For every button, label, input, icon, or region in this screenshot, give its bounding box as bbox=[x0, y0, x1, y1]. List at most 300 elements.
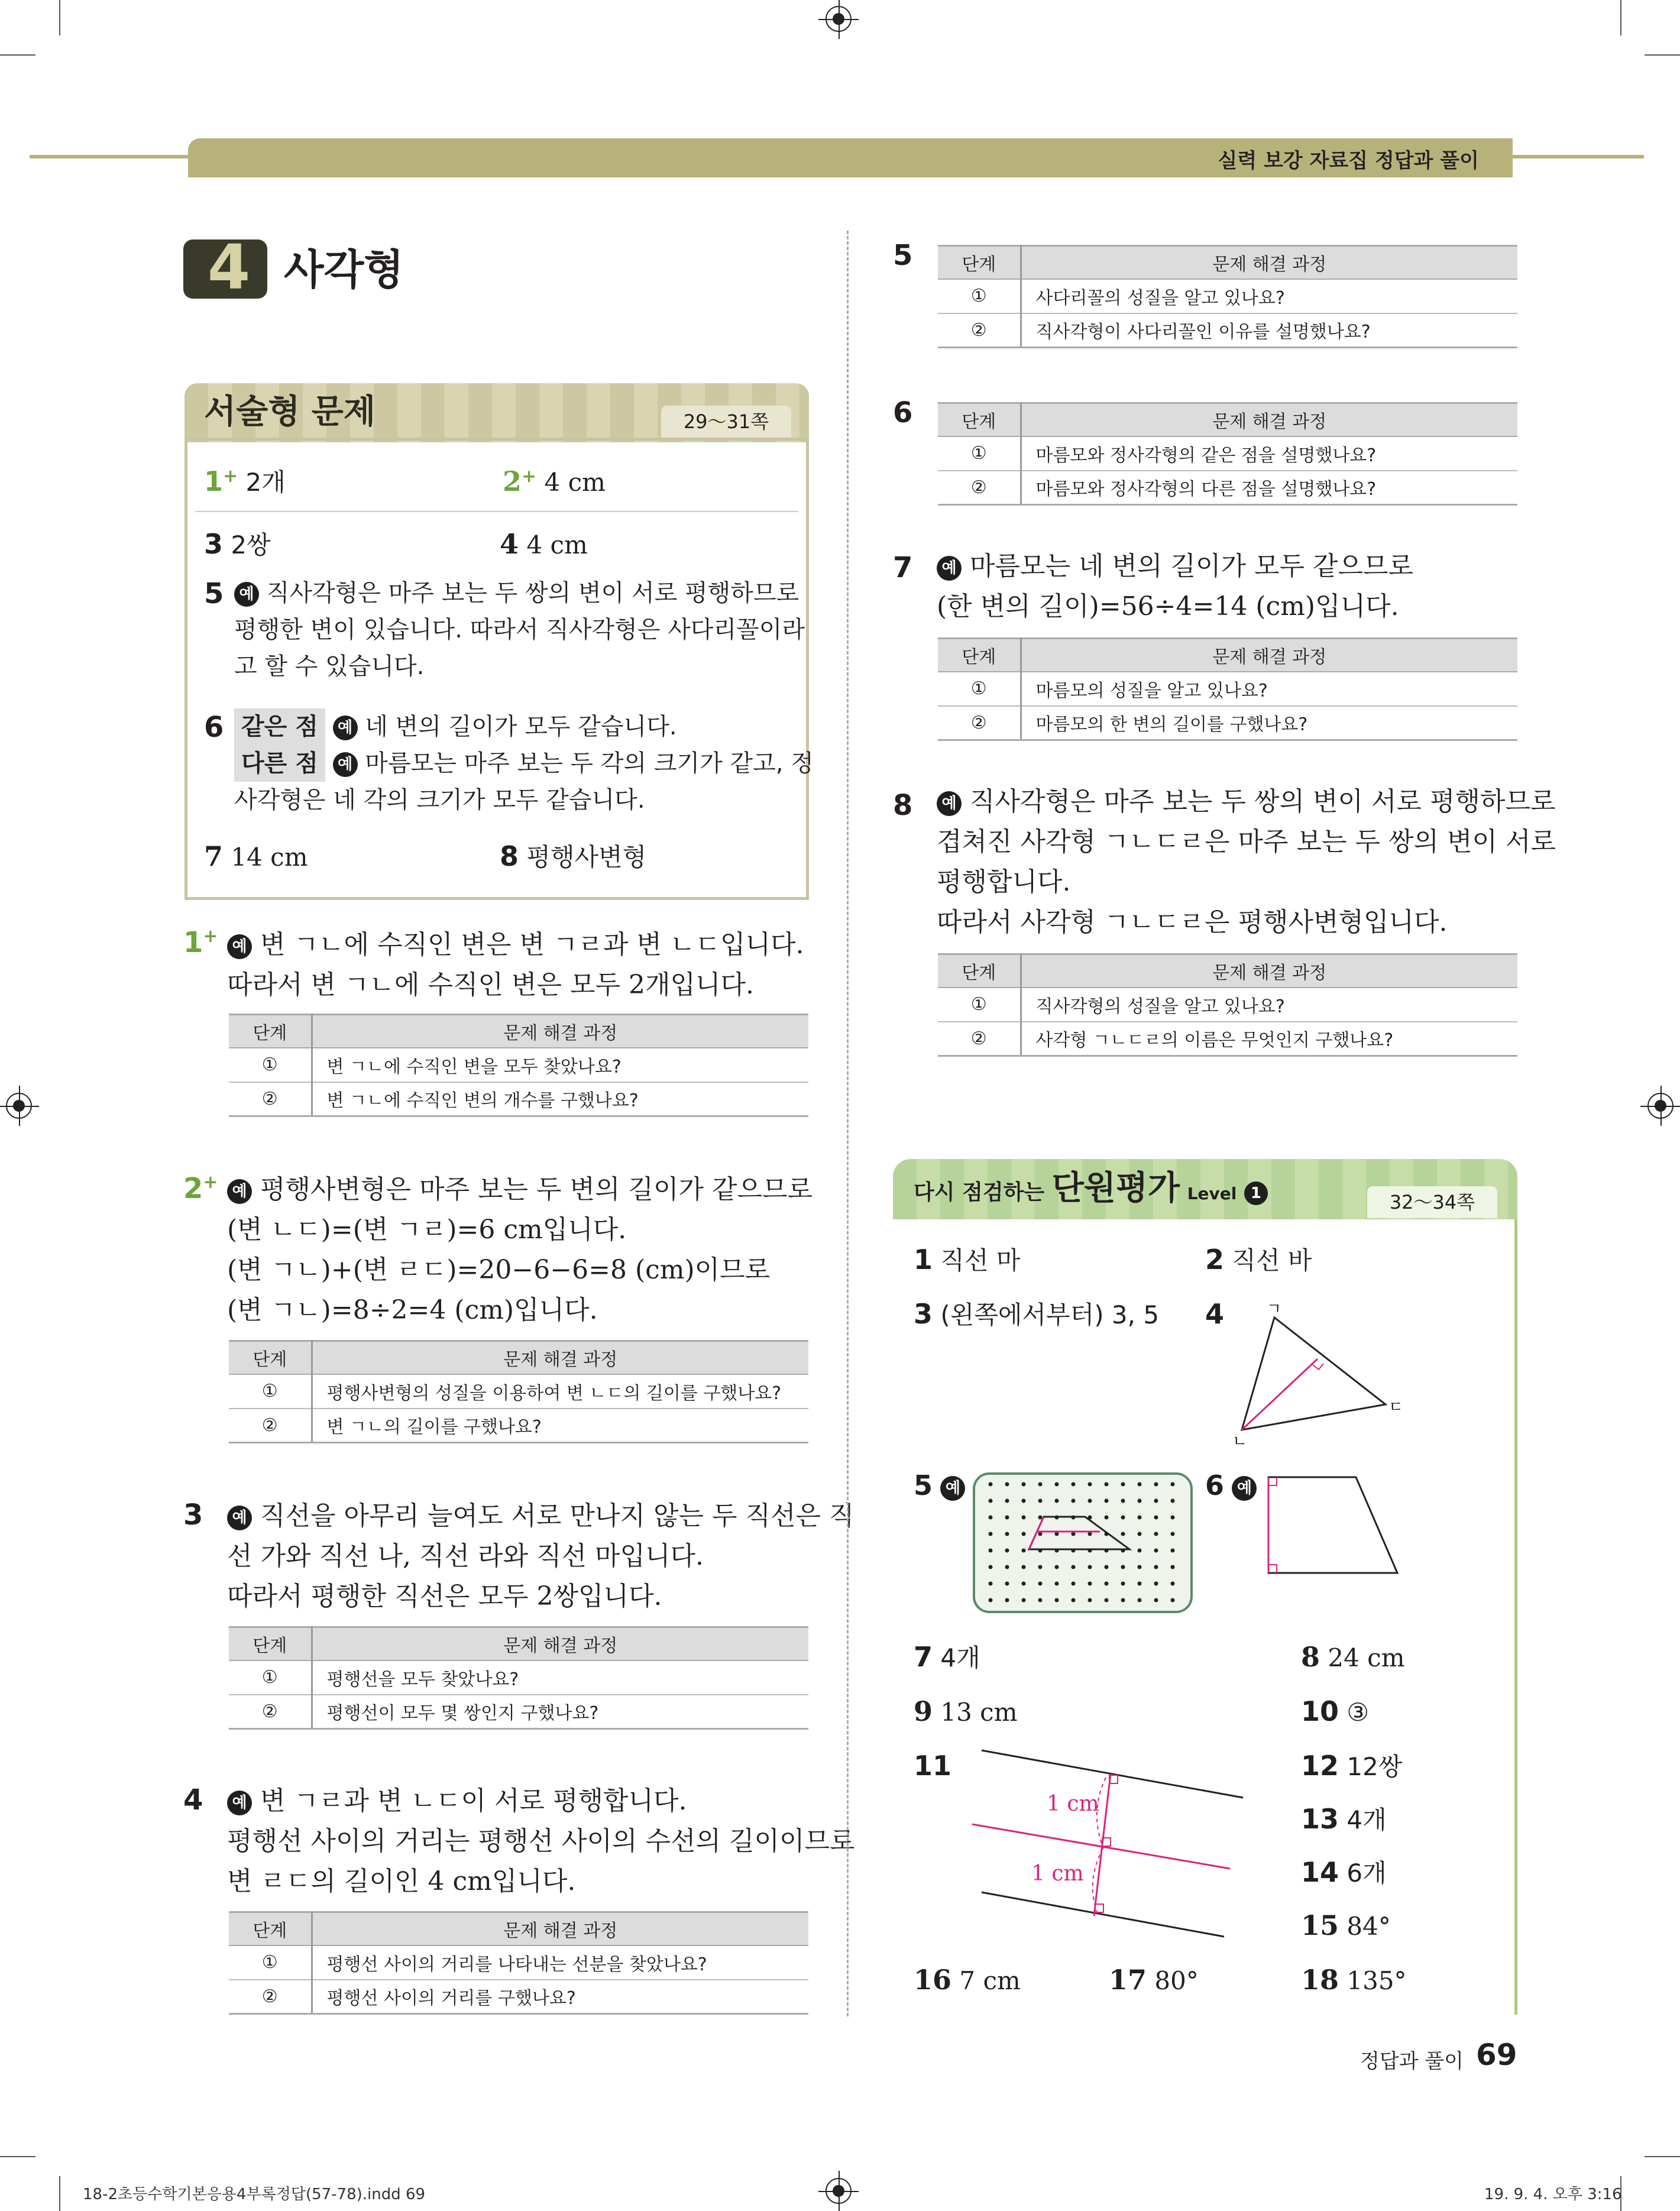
answer-text: 24 cm bbox=[1328, 1643, 1405, 1672]
essay-answer-3 bbox=[204, 525, 271, 564]
answer-text: 7 cm bbox=[959, 1966, 1021, 1995]
answer-number: 15 bbox=[1301, 1909, 1339, 1941]
grid-dot bbox=[1154, 1532, 1158, 1536]
grid-dot bbox=[1121, 1482, 1125, 1487]
answer-number: 16 bbox=[914, 1964, 952, 1996]
answer-number: 1 bbox=[914, 1244, 933, 1276]
grid-dot bbox=[1154, 1598, 1158, 1603]
grid-dot bbox=[989, 1582, 993, 1586]
page-number: 69 bbox=[1476, 2038, 1517, 2072]
rubric-text: 직사각형이 사다리꼴인 이유를 설명했나요? bbox=[1021, 313, 1517, 348]
rubric-step: ② bbox=[229, 1695, 312, 1729]
answer-line: 마름모는 마주 보는 두 각의 크기가 같고, 정 bbox=[365, 750, 814, 777]
answer-text: 14 cm bbox=[231, 843, 308, 872]
answer-number: 8 bbox=[500, 840, 519, 872]
problem-7-number: 7 bbox=[893, 551, 913, 584]
answer-number: 7 bbox=[204, 840, 224, 872]
grid-dot bbox=[1154, 1565, 1158, 1569]
grid-dot bbox=[1088, 1565, 1092, 1569]
example-icon: 예 bbox=[227, 1791, 252, 1815]
solution-line: 따라서 사각형 ㄱㄴㄷㄹ은 평행사변형입니다. bbox=[937, 907, 1448, 937]
rubric-text: 평행사변형의 성질을 이용하여 변 ㄴㄷ의 길이를 구했나요? bbox=[312, 1374, 808, 1409]
essay-answer-6 bbox=[234, 708, 814, 818]
unit-answer-11 bbox=[914, 1747, 951, 1786]
answer-text: 6개 bbox=[1346, 1859, 1387, 1888]
essay-title: 서술형 문제 bbox=[204, 393, 376, 431]
grid-dot bbox=[1088, 1582, 1092, 1586]
registration-mark-icon bbox=[6, 1093, 32, 1119]
essay-answer-8 bbox=[500, 837, 646, 876]
grid-dot bbox=[1105, 1516, 1109, 1520]
grid-dot bbox=[1072, 1499, 1076, 1503]
grid-dot bbox=[1154, 1499, 1158, 1503]
grid-dot bbox=[1121, 1499, 1125, 1503]
grid-dot bbox=[1121, 1532, 1125, 1536]
grid-dot bbox=[1038, 1499, 1043, 1503]
plus-mark: + bbox=[203, 1172, 218, 1193]
grid-dot bbox=[1138, 1532, 1142, 1536]
rubric-col-process: 문제 해결 과정 bbox=[1021, 954, 1517, 988]
rubric-text: 마름모와 정사각형의 다른 점을 설명했나요? bbox=[1021, 471, 1517, 505]
answer-number: 5 bbox=[914, 1469, 933, 1501]
problem-5-rubric bbox=[938, 245, 1517, 348]
problem-7-rubric bbox=[938, 637, 1517, 741]
grid-dot bbox=[1171, 1565, 1175, 1569]
level-label: Level bbox=[1187, 1184, 1237, 1203]
grid-dot bbox=[1138, 1499, 1142, 1503]
grid-dot bbox=[989, 1532, 993, 1536]
unit-answer-6 bbox=[1205, 1467, 1257, 1506]
registration-mark-icon bbox=[826, 6, 852, 32]
grid-dot bbox=[1121, 1582, 1125, 1586]
grid-dot bbox=[1022, 1482, 1026, 1487]
grid-dot bbox=[1072, 1582, 1076, 1586]
rubric-col-step: 단계 bbox=[229, 1627, 312, 1660]
problem-1-number bbox=[183, 926, 218, 959]
rubric-col-step: 단계 bbox=[229, 1341, 312, 1374]
example-icon: 예 bbox=[937, 791, 962, 816]
rubric-text: 사각형 ㄱㄴㄷㄹ의 이름은 무엇인지 구했나요? bbox=[1021, 1022, 1517, 1056]
answer-number: 3 bbox=[914, 1298, 933, 1330]
unit-answer-14 bbox=[1301, 1853, 1387, 1892]
dot-grid-trapezoid-figure bbox=[973, 1472, 1193, 1613]
rubric-text: 변 ㄱㄴ에 수직인 변의 개수를 구했나요? bbox=[312, 1082, 808, 1116]
answer-text: 직선 바 bbox=[1232, 1246, 1312, 1275]
grid-dot bbox=[1171, 1598, 1175, 1603]
unit-answer-12 bbox=[1301, 1747, 1402, 1786]
rubric-text: 평행선 사이의 거리를 나타내는 선분을 찾았나요? bbox=[312, 1945, 808, 1980]
answer-line: 고 할 수 있습니다. bbox=[234, 653, 425, 680]
rubric-step: ① bbox=[229, 1945, 312, 1980]
plus-mark: + bbox=[223, 466, 238, 487]
rubric-step: ① bbox=[229, 1660, 312, 1695]
vertex-label: ㄱ bbox=[1267, 1301, 1282, 1318]
unit-test-name: 단원평가 bbox=[1051, 1169, 1180, 1208]
registration-mark-icon bbox=[1647, 1093, 1673, 1119]
solution-line: (변 ㄱㄴ)=8÷2=4 (cm)입니다. bbox=[227, 1295, 598, 1325]
grid-dot bbox=[1005, 1582, 1009, 1586]
registration-mark-icon bbox=[826, 2178, 852, 2204]
answer-text: 평행사변형 bbox=[526, 843, 647, 872]
grid-dot bbox=[1005, 1565, 1009, 1569]
distance-label: 1 cm bbox=[1047, 1792, 1099, 1816]
unit-answer-9 bbox=[914, 1692, 1018, 1731]
rubric-col-step: 단계 bbox=[938, 954, 1021, 988]
grid-dot bbox=[1138, 1482, 1142, 1487]
grid-dot bbox=[1138, 1598, 1142, 1603]
rubric-text: 마름모의 성질을 알고 있나요? bbox=[1021, 672, 1517, 706]
grid-dot bbox=[1171, 1549, 1175, 1553]
grid-dot bbox=[1005, 1549, 1009, 1553]
unit-answer-15 bbox=[1301, 1906, 1391, 1945]
solution-line: (한 변의 길이)=56÷4=14 (cm)입니다. bbox=[937, 591, 1399, 621]
rubric-col-step: 단계 bbox=[938, 246, 1021, 279]
grid-dot bbox=[1105, 1598, 1109, 1603]
plus-mark: + bbox=[203, 926, 218, 947]
unit-answer-8 bbox=[1301, 1638, 1405, 1677]
rubric-step: ① bbox=[229, 1374, 312, 1409]
answer-text: 12쌍 bbox=[1346, 1752, 1403, 1781]
problem-4-rubric bbox=[229, 1911, 808, 2015]
grid-dot bbox=[1072, 1482, 1076, 1487]
answer-number: 18 bbox=[1301, 1964, 1339, 1996]
problem-3-rubric bbox=[229, 1626, 808, 1730]
unit-answer-4 bbox=[1205, 1295, 1224, 1334]
answer-number: 11 bbox=[914, 1750, 952, 1782]
essay-divider bbox=[195, 511, 798, 512]
example-icon: 예 bbox=[227, 1179, 252, 1204]
chapter-number: 4 bbox=[207, 231, 251, 303]
grid-dot bbox=[1121, 1565, 1125, 1569]
rubric-text: 변 ㄱㄴ에 수직인 변을 모두 찾았나요? bbox=[312, 1048, 808, 1082]
answer-text: 80° bbox=[1154, 1966, 1199, 1995]
grid-dot bbox=[1022, 1582, 1026, 1586]
example-icon: 예 bbox=[937, 556, 962, 581]
unit-answer-1 bbox=[914, 1241, 1020, 1280]
problem-8-solution bbox=[937, 782, 1556, 943]
rubric-text: 사다리꼴의 성질을 알고 있나요? bbox=[1021, 279, 1517, 313]
grid-dot bbox=[1105, 1499, 1109, 1503]
solution-line: 마름모는 네 변의 길이가 모두 같으므로 bbox=[970, 551, 1413, 581]
problem-5-number: 5 bbox=[893, 239, 913, 272]
problem-3-number: 3 bbox=[183, 1498, 203, 1532]
rubric-text: 변 ㄱㄴ의 길이를 구했나요? bbox=[312, 1409, 808, 1443]
rubric-step: ② bbox=[229, 1082, 312, 1116]
grid-dot bbox=[1055, 1598, 1059, 1603]
example-icon: 예 bbox=[1232, 1476, 1257, 1501]
essay-answer-2 bbox=[503, 458, 606, 501]
answer-text: 직선 마 bbox=[940, 1246, 1021, 1275]
grid-dot bbox=[1022, 1532, 1026, 1536]
grid-dot bbox=[1055, 1499, 1059, 1503]
unit-answer-18 bbox=[1301, 1961, 1407, 2000]
problem-6-rubric bbox=[938, 402, 1517, 506]
problem-1-rubric bbox=[229, 1014, 808, 1117]
solution-line: 직선을 아무리 늘여도 서로 만나지 않는 두 직선은 직 bbox=[260, 1501, 854, 1531]
grid-dot bbox=[1055, 1582, 1059, 1586]
grid-dot bbox=[1154, 1516, 1158, 1520]
rubric-text: 평행선 사이의 거리를 구했나요? bbox=[312, 1980, 808, 2014]
answer-text: 2쌍 bbox=[231, 530, 271, 559]
rubric-step: ① bbox=[938, 672, 1021, 706]
solution-line: 선 가와 직선 나, 직선 라와 직선 마입니다. bbox=[227, 1541, 704, 1571]
grid-dot bbox=[1088, 1482, 1092, 1487]
unit-answer-5 bbox=[914, 1467, 965, 1506]
grid-dot bbox=[1138, 1549, 1142, 1553]
unit-answer-17 bbox=[1109, 1961, 1199, 2000]
crop-mark bbox=[59, 2176, 60, 2211]
grid-dot bbox=[1171, 1582, 1175, 1586]
problem-3-solution bbox=[227, 1496, 854, 1617]
footer-file: 18-2초등수학기본응용4부록정답(57-78).indd 69 bbox=[83, 2186, 426, 2203]
grid-dot bbox=[1105, 1565, 1109, 1569]
answer-line: 평행한 변이 있습니다. 따라서 직사각형은 사다리꼴이라 bbox=[234, 616, 805, 643]
rubric-col-step: 단계 bbox=[938, 639, 1021, 672]
grid-dot bbox=[1171, 1532, 1175, 1536]
rubric-step: ② bbox=[938, 706, 1021, 740]
answer-number: 12 bbox=[1301, 1750, 1339, 1782]
grid-dot bbox=[1005, 1532, 1009, 1536]
grid-dot bbox=[1022, 1598, 1026, 1603]
chapter-title: 사각형 bbox=[284, 245, 404, 294]
unit-test-title bbox=[914, 1170, 1268, 1213]
answer-text: (왼쪽에서부터) 3, 5 bbox=[940, 1300, 1160, 1329]
example-icon: 예 bbox=[227, 1506, 252, 1530]
answer-number: 7 bbox=[914, 1641, 933, 1673]
problem-6-number: 6 bbox=[893, 396, 913, 429]
solution-line: 평행선 사이의 거리는 평행선 사이의 수선의 길이이므로 bbox=[227, 1826, 855, 1856]
grid-dot bbox=[1121, 1516, 1125, 1520]
grid-dot bbox=[1138, 1582, 1142, 1586]
problem-7-solution bbox=[937, 546, 1413, 627]
column-divider bbox=[847, 231, 849, 2016]
grid-dot bbox=[989, 1516, 993, 1520]
unit-test-prefix: 다시 점검하는 bbox=[914, 1180, 1045, 1205]
essay-answer-4 bbox=[500, 525, 588, 564]
header-title: 실력 보강 자료집 정답과 풀이 bbox=[1218, 149, 1479, 173]
essay-answer-7 bbox=[204, 837, 308, 876]
grid-dot bbox=[1072, 1565, 1076, 1569]
grid-dot bbox=[1055, 1532, 1059, 1536]
rubric-text: 평행선을 모두 찾았나요? bbox=[312, 1660, 808, 1695]
grid-dot bbox=[1138, 1565, 1142, 1569]
essay-answer-5-number: 5 bbox=[204, 577, 224, 610]
rubric-col-step: 단계 bbox=[229, 1015, 312, 1048]
unit-answer-3 bbox=[914, 1295, 1159, 1334]
rubric-step: ① bbox=[938, 988, 1021, 1022]
grid-dot bbox=[989, 1598, 993, 1603]
example-icon: 예 bbox=[227, 934, 252, 959]
solution-line: 변 ㄱㄹ과 변 ㄴㄷ이 서로 평행합니다. bbox=[260, 1786, 687, 1816]
answer-text: ③ bbox=[1346, 1698, 1370, 1727]
level-number: 1 bbox=[1244, 1181, 1268, 1205]
answer-number: 17 bbox=[1109, 1964, 1147, 1996]
example-icon: 예 bbox=[333, 752, 358, 777]
answer-number: 4 bbox=[500, 528, 519, 560]
rubric-col-process: 문제 해결 과정 bbox=[1021, 639, 1517, 672]
answer-number: 14 bbox=[1301, 1856, 1339, 1888]
essay-pages: 29～31쪽 bbox=[661, 406, 791, 438]
grid-dot bbox=[1055, 1565, 1059, 1569]
rubric-col-process: 문제 해결 과정 bbox=[312, 1015, 808, 1048]
grid-dot bbox=[1038, 1565, 1043, 1569]
rubric-col-process: 문제 해결 과정 bbox=[312, 1627, 808, 1660]
crop-mark bbox=[1645, 54, 1680, 56]
problem-2-solution bbox=[227, 1170, 813, 1331]
solution-line: 따라서 변 ㄱㄴ에 수직인 변은 모두 2개입니다. bbox=[227, 970, 754, 1000]
problem-8-rubric bbox=[938, 953, 1517, 1057]
rubric-text: 마름모의 한 변의 길이를 구했나요? bbox=[1021, 706, 1517, 740]
vertex-label: ㄴ bbox=[1232, 1433, 1248, 1449]
vertex-label: ㄷ bbox=[1388, 1399, 1404, 1416]
solution-line: 변 ㄱㄴ에 수직인 변은 변 ㄱㄹ과 변 ㄴㄷ입니다. bbox=[260, 930, 804, 960]
solution-line: 변 ㄹㄷ의 길이인 4 cm입니다. bbox=[227, 1866, 576, 1896]
answer-text: 4개 bbox=[940, 1643, 980, 1672]
grid-dot bbox=[1171, 1499, 1175, 1503]
unit-test-pages: 32～34쪽 bbox=[1367, 1186, 1497, 1218]
unit-answer-10 bbox=[1301, 1692, 1369, 1731]
answer-number: 9 bbox=[914, 1695, 933, 1727]
solution-line: 겹쳐진 사각형 ㄱㄴㄷㄹ은 마주 보는 두 쌍의 변이 서로 bbox=[937, 827, 1556, 857]
grid-dot bbox=[1154, 1482, 1158, 1487]
grid-dot bbox=[1038, 1516, 1043, 1520]
rubric-col-process: 문제 해결 과정 bbox=[1021, 246, 1517, 279]
rubric-col-process: 문제 해결 과정 bbox=[312, 1912, 808, 1945]
solution-line: (변 ㄴㄷ)=(변 ㄱㄹ)=6 cm입니다. bbox=[227, 1215, 627, 1245]
problem-number: 1 bbox=[183, 926, 203, 959]
diff-point-tag: 다른 점 bbox=[234, 745, 325, 782]
answer-text: 2개 bbox=[245, 468, 286, 497]
grid-dot bbox=[1038, 1532, 1043, 1536]
answer-number: 13 bbox=[1301, 1803, 1339, 1835]
grid-dot bbox=[1005, 1499, 1009, 1503]
grid-dot bbox=[1088, 1598, 1092, 1603]
answer-number: 4 bbox=[1205, 1298, 1225, 1330]
triangle-perpendicular-figure bbox=[1230, 1301, 1407, 1449]
answer-text: 4개 bbox=[1346, 1805, 1387, 1834]
grid-dot bbox=[1105, 1582, 1109, 1586]
plus-mark: + bbox=[522, 466, 537, 487]
answer-number: 8 bbox=[1301, 1641, 1320, 1673]
same-point-tag: 같은 점 bbox=[234, 708, 325, 745]
problem-2-number bbox=[183, 1172, 218, 1205]
unit-answer-2 bbox=[1205, 1241, 1312, 1280]
rubric-text: 마름모와 정사각형의 같은 점을 설명했나요? bbox=[1021, 436, 1517, 471]
rubric-col-process: 문제 해결 과정 bbox=[1021, 403, 1517, 436]
distance-label: 1 cm bbox=[1031, 1862, 1084, 1886]
footer-label: 정답과 풀이 bbox=[1360, 2050, 1464, 2073]
answer-text: 135° bbox=[1346, 1966, 1407, 1995]
rubric-step: ① bbox=[938, 279, 1021, 313]
crop-mark bbox=[1645, 2156, 1680, 2157]
answer-text: 4 cm bbox=[526, 530, 588, 559]
footer-date: 19. 9. 4. 오후 3:16 bbox=[1484, 2186, 1622, 2203]
rubric-step: ② bbox=[229, 1980, 312, 2014]
crop-mark bbox=[1620, 0, 1621, 35]
rubric-step: ① bbox=[229, 1048, 312, 1082]
grid-dot bbox=[1022, 1516, 1026, 1520]
grid-dot bbox=[1088, 1499, 1092, 1503]
problem-number: 2 bbox=[183, 1172, 203, 1205]
problem-2-rubric bbox=[229, 1340, 808, 1443]
rubric-step: ② bbox=[229, 1409, 312, 1443]
grid-dot bbox=[1171, 1516, 1175, 1520]
grid-dot bbox=[1038, 1582, 1043, 1586]
problem-4-solution bbox=[227, 1781, 855, 1902]
essay-answer-5 bbox=[234, 575, 805, 685]
grid-dot bbox=[989, 1549, 993, 1553]
rubric-step: ② bbox=[938, 313, 1021, 348]
rubric-text: 평행선이 모두 몇 쌍인지 구했나요? bbox=[312, 1695, 808, 1729]
essay-answer-1 bbox=[204, 458, 286, 501]
answer-number: 3 bbox=[204, 528, 224, 560]
rubric-step: ② bbox=[938, 1022, 1021, 1056]
answer-line: 직사각형은 마주 보는 두 쌍의 변이 서로 평행하므로 bbox=[266, 580, 799, 607]
grid-dot bbox=[1038, 1482, 1043, 1487]
answer-number: 2 bbox=[1205, 1244, 1225, 1276]
problem-1-solution bbox=[227, 925, 804, 1005]
crop-mark bbox=[0, 2156, 35, 2157]
unit-answer-16 bbox=[914, 1961, 1021, 2000]
answer-line: 사각형은 네 각의 크기가 모두 같습니다. bbox=[234, 786, 645, 814]
answer-text: 4 cm bbox=[544, 468, 606, 497]
rubric-step: ② bbox=[938, 471, 1021, 505]
answer-number: 10 bbox=[1301, 1695, 1339, 1727]
grid-dot bbox=[1022, 1549, 1026, 1553]
rubric-col-step: 단계 bbox=[938, 403, 1021, 436]
grid-dot bbox=[1171, 1482, 1175, 1487]
answer-number: 6 bbox=[1205, 1469, 1225, 1501]
unit-answer-13 bbox=[1301, 1800, 1387, 1839]
trapezoid-figure bbox=[1260, 1472, 1407, 1579]
grid-dot bbox=[1005, 1482, 1009, 1487]
solution-line: (변 ㄱㄴ)+(변 ㄹㄷ)=20−6−6=8 (cm)이므로 bbox=[227, 1255, 771, 1285]
rubric-text: 직사각형의 성질을 알고 있나요? bbox=[1021, 988, 1517, 1022]
answer-text: 13 cm bbox=[940, 1698, 1018, 1727]
grid-dot bbox=[1105, 1482, 1109, 1487]
solution-line: 따라서 평행한 직선은 모두 2쌍입니다. bbox=[227, 1581, 662, 1611]
unit-answer-7 bbox=[914, 1638, 980, 1677]
crop-mark bbox=[0, 54, 35, 56]
grid-dot bbox=[1072, 1532, 1076, 1536]
grid-dot bbox=[1072, 1598, 1076, 1603]
grid-dot bbox=[1055, 1482, 1059, 1487]
grid-dot bbox=[1154, 1582, 1158, 1586]
answer-line: 네 변의 길이가 모두 같습니다. bbox=[365, 713, 677, 740]
grid-dot bbox=[989, 1565, 993, 1569]
example-icon: 예 bbox=[333, 716, 358, 740]
rubric-col-process: 문제 해결 과정 bbox=[312, 1341, 808, 1374]
example-icon: 예 bbox=[234, 582, 259, 607]
grid-dot bbox=[1005, 1598, 1009, 1603]
solution-line: 직사각형은 마주 보는 두 쌍의 변이 서로 평행하므로 bbox=[970, 786, 1556, 817]
grid-dot bbox=[1138, 1516, 1142, 1520]
problem-8-number: 8 bbox=[893, 789, 913, 822]
essay-answer-6-number: 6 bbox=[204, 711, 224, 744]
grid-dot bbox=[989, 1499, 993, 1503]
parallel-lines-figure bbox=[970, 1739, 1254, 1940]
solution-line: 평행합니다. bbox=[937, 867, 1071, 897]
rubric-step: ① bbox=[938, 436, 1021, 471]
grid-dot bbox=[1038, 1598, 1043, 1603]
example-icon: 예 bbox=[940, 1476, 965, 1501]
grid-dot bbox=[989, 1482, 993, 1487]
problem-4-number: 4 bbox=[183, 1783, 203, 1817]
grid-dot bbox=[1022, 1499, 1026, 1503]
grid-dot bbox=[1154, 1549, 1158, 1553]
solution-line: 평행사변형은 마주 보는 두 변의 길이가 같으므로 bbox=[260, 1174, 813, 1205]
grid-dot bbox=[1022, 1565, 1026, 1569]
